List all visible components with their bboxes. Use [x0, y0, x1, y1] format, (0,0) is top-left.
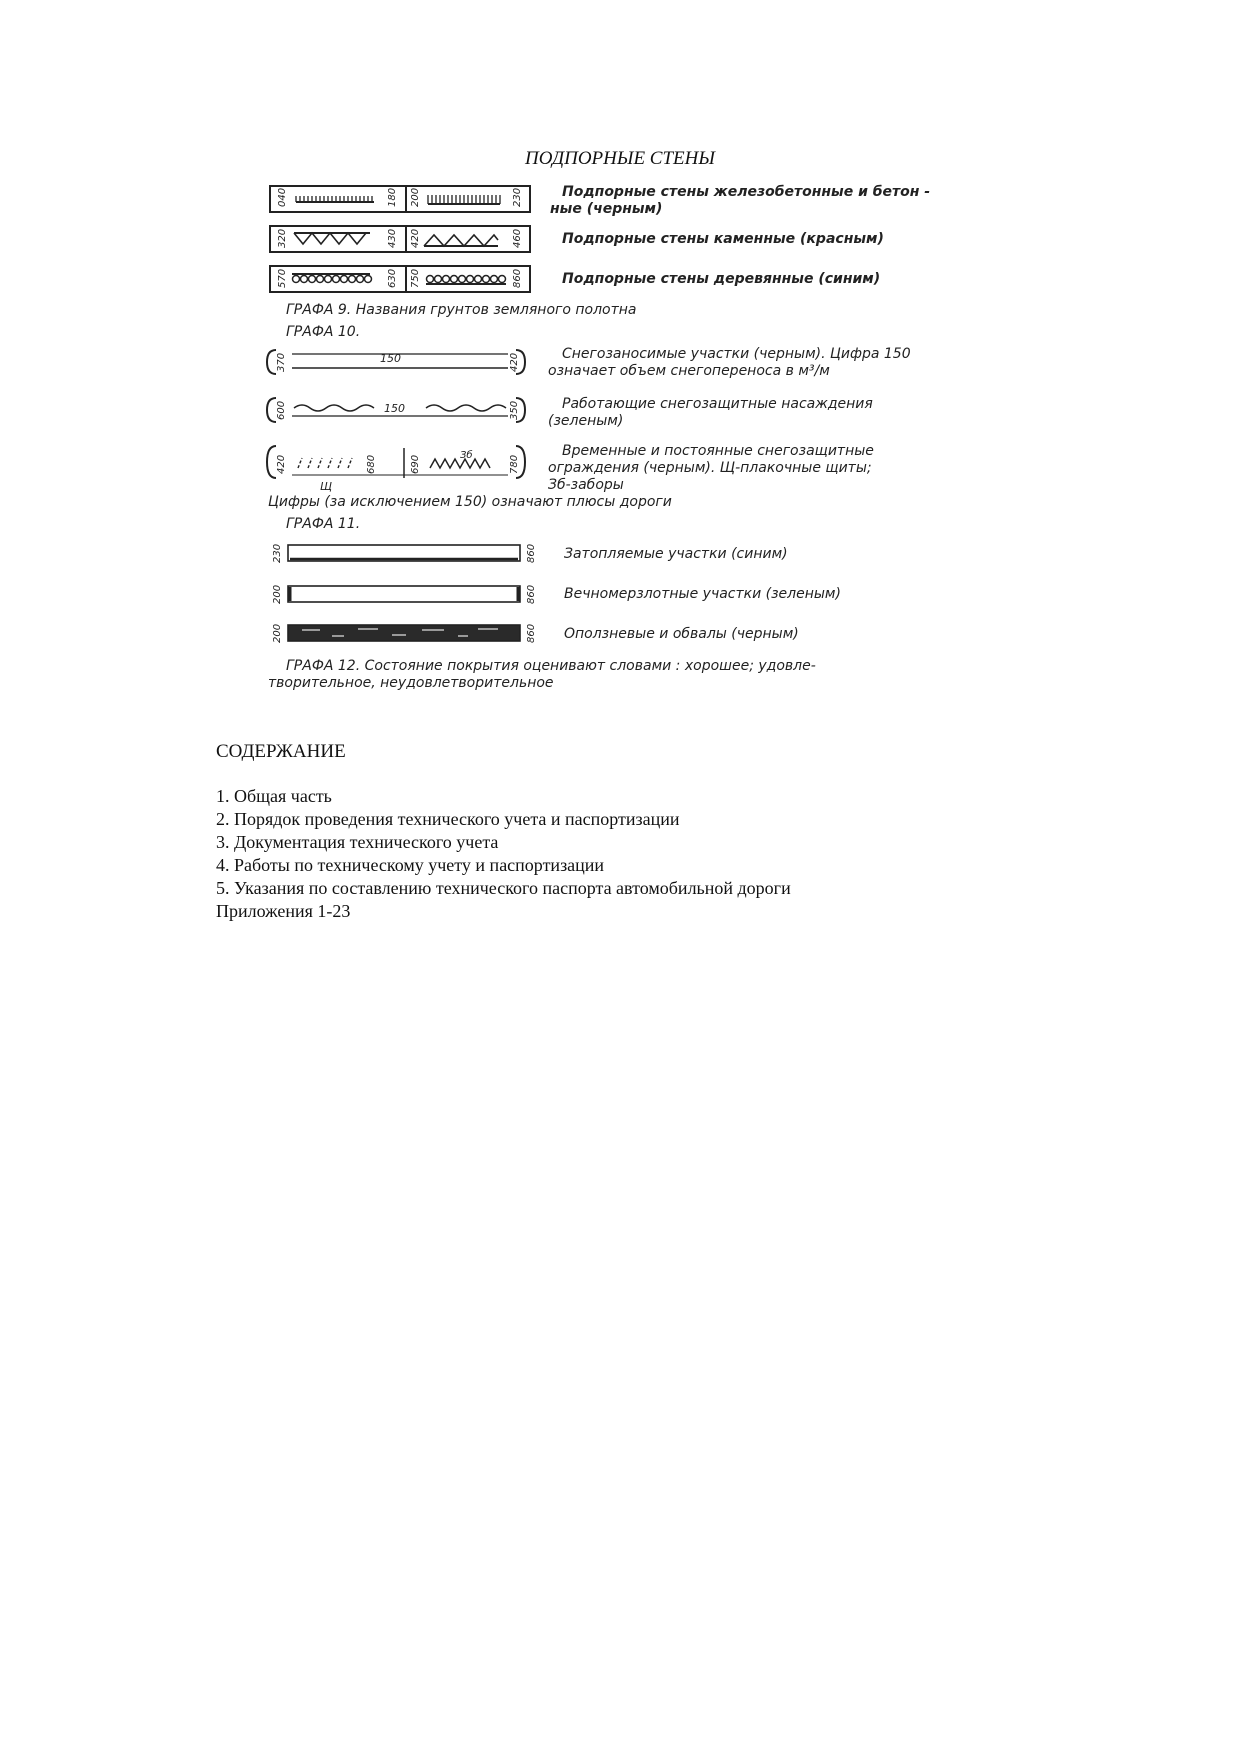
- km-label: 040: [277, 187, 288, 207]
- km-label: 680: [366, 454, 377, 474]
- caption-flooded: Затопляемые участки (синим): [564, 546, 788, 562]
- km-label: 780: [509, 454, 520, 474]
- contents-item[interactable]: 3. Документация технического учета: [216, 832, 499, 852]
- grafa-12-line2: творительное, неудовлетворительное: [268, 675, 554, 691]
- contents-item[interactable]: 1. Общая часть: [216, 786, 332, 806]
- km-label: 430: [387, 228, 398, 248]
- km-label: 200: [272, 623, 283, 643]
- km-label: 860: [512, 268, 523, 288]
- contents-item[interactable]: 4. Работы по техническому учету и паспортизации: [216, 855, 605, 875]
- km-label: 200: [272, 584, 283, 604]
- symbol-retaining-wood: [270, 266, 530, 292]
- km-label: 230: [272, 543, 283, 563]
- caption-retaining-stone: Подпорные стены каменные (красным): [562, 231, 884, 247]
- symbol-flooded: [288, 545, 520, 561]
- snow-volume-label: 150: [384, 402, 405, 415]
- km-label: 180: [387, 187, 398, 207]
- km-label: 350: [509, 400, 520, 420]
- contents-list: [216, 785, 1116, 923]
- km-label: 860: [526, 543, 537, 563]
- contents-item[interactable]: Приложения 1-23: [216, 901, 351, 921]
- symbol-snow-fences: [267, 446, 525, 478]
- caption-snow-fences-line2: ограждения (черным). Щ-плакочные щиты;: [548, 460, 872, 476]
- symbol-retaining-concrete: [270, 186, 530, 212]
- caption-permafrost: Вечномерзлотные участки (зеленым): [564, 586, 841, 602]
- legend-symbols: [262, 178, 982, 698]
- km-label: 420: [276, 454, 287, 474]
- grafa-12-line1: ГРАФА 12. Состояние покрытия оценивают словами : хорошее; удовле-: [286, 658, 816, 674]
- km-label: 370: [276, 352, 287, 372]
- caption-retaining-wood: Подпорные стены деревянные (синим): [562, 271, 881, 287]
- fence-label: Зб: [460, 450, 473, 461]
- snow-volume-label: 150: [380, 352, 401, 365]
- km-label: 320: [277, 228, 288, 248]
- grafa-10-label: ГРАФА 10.: [286, 324, 361, 340]
- table-of-contents: [216, 740, 1116, 923]
- caption-snow-plantings-line1: Работающие снегозащитные насаждения: [562, 396, 873, 412]
- km-label: 690: [410, 454, 421, 474]
- grafa-11-label: ГРАФА 11.: [286, 516, 361, 532]
- caption-snow-drift-line2: означает объем снегопереноса в м³/м: [548, 363, 830, 379]
- km-label: 860: [526, 623, 537, 643]
- grafa-9-label: ГРАФА 9. Названия грунтов земляного полотна: [286, 302, 637, 318]
- km-label: 600: [276, 400, 287, 420]
- shield-label: Щ: [320, 480, 333, 493]
- caption-snow-drift-line1: Снегозаносимые участки (черным). Цифра 150: [562, 346, 911, 362]
- km-label: 420: [410, 228, 421, 248]
- numbers-note: Цифры (за исключением 150) означают плюсы дороги: [268, 494, 672, 510]
- symbol-permafrost: [288, 586, 520, 602]
- symbol-retaining-stone: [270, 226, 530, 252]
- caption-snow-fences-line3: Зб-заборы: [548, 477, 624, 493]
- km-label: 230: [512, 187, 523, 207]
- caption-snow-fences-line1: Временные и постоянные снегозащитные: [562, 443, 874, 459]
- caption-landslides: Оползневые и обвалы (черным): [564, 626, 799, 642]
- symbol-landslides: [288, 625, 520, 641]
- km-label: 570: [277, 268, 288, 288]
- contents-item[interactable]: 2. Порядок проведения технического учета и паспортизации: [216, 809, 680, 829]
- km-label: 200: [410, 187, 421, 207]
- caption-snow-plantings-line2: (зеленым): [548, 413, 624, 429]
- km-label: 750: [410, 268, 421, 288]
- km-label: 420: [509, 352, 520, 372]
- legend-figure: [262, 178, 982, 698]
- contents-item[interactable]: 5. Указания по составлению технического паспорта автомобильной дороги: [216, 878, 791, 898]
- km-label: 460: [512, 228, 523, 248]
- contents-heading: СОДЕРЖАНИЕ: [216, 741, 346, 762]
- km-label: 630: [387, 268, 398, 288]
- km-label: 860: [526, 584, 537, 604]
- caption-retaining-concrete-line1: Подпорные стены железобетонные и бетон -: [562, 184, 931, 200]
- caption-retaining-concrete-line2: ные (черным): [550, 201, 663, 217]
- section-title: ПОДПОРНЫЕ СТЕНЫ: [525, 148, 715, 169]
